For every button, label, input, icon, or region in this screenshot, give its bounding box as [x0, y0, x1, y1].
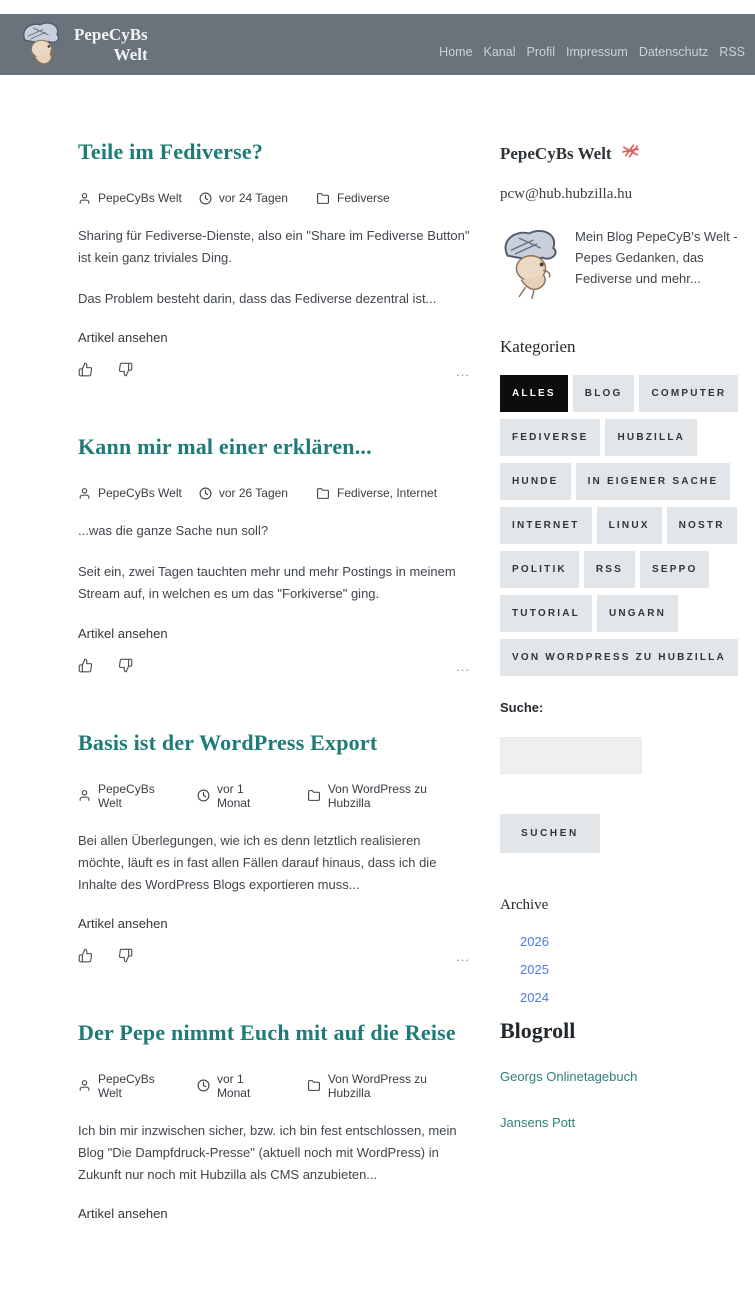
clock-icon	[199, 192, 212, 205]
post-title[interactable]: Teile im Fediverse?	[78, 139, 264, 164]
thumbs-down-button[interactable]	[118, 948, 133, 966]
read-article-link[interactable]: Artikel ansehen	[78, 625, 168, 641]
avatar[interactable]	[500, 226, 562, 299]
post-categories[interactable]: Von WordPress zu Hubzilla	[307, 1072, 470, 1100]
post-date: vor 1 Monat	[197, 1072, 279, 1100]
post-title[interactable]: Kann mir mal einer erklären...	[78, 434, 372, 460]
category-list	[500, 375, 747, 676]
post-date: vor 24 Tagen	[199, 191, 288, 205]
site-logo[interactable]	[18, 20, 65, 70]
post-actions	[78, 362, 470, 380]
user-icon	[78, 192, 91, 205]
post-excerpt: Ich bin mir inzwischen sicher, bzw. ich bin fest entschlossen, mein Blog "Die Dampfdruck-Presse" (aktuell noch mit WordPress) in Zukunft nur noch mit Hubzilla als CMS anzubieten...	[78, 1122, 457, 1183]
category-ungarn[interactable]: UNGARN	[597, 595, 678, 632]
blogroll-link-georgs[interactable]: Georgs Onlinetagebuch	[500, 1069, 638, 1084]
post-meta	[78, 782, 470, 810]
blogroll-heading: Blogroll	[500, 1018, 576, 1043]
post-actions	[78, 948, 470, 966]
clock-icon	[197, 1079, 210, 1092]
category-tutorial[interactable]: TUTORIAL	[500, 595, 592, 632]
category-linux[interactable]: LINUX	[597, 507, 662, 544]
post-excerpt: ...was die ganze Sache nun soll? Seit ein, zwei Tagen tauchten mehr und mehr Postings in meinem Stream auf, in welchen es um das "Forkiverse" ging.	[78, 523, 456, 602]
clock-icon	[199, 487, 212, 500]
post-date: vor 1 Monat	[197, 782, 279, 810]
category-nostr[interactable]: NOSTR	[667, 507, 737, 544]
post-list	[78, 139, 470, 1292]
post-meta	[78, 191, 470, 205]
content-layout	[0, 75, 755, 1292]
category-fediverse[interactable]: FEDIVERSE	[500, 419, 600, 456]
blogroll-link-jansens[interactable]: Jansens Pott	[500, 1115, 576, 1130]
channel-description: Mein Blog PepeCyB's Welt - Pepes Gedanken, das Fediverse und mehr...	[575, 229, 738, 287]
category-blog[interactable]: BLOG	[573, 375, 635, 412]
category-hubzilla[interactable]: HUBZILLA	[605, 419, 697, 456]
channel-title: PepeCyBs Welt	[500, 143, 747, 164]
category-von-wordpress-zu-hubzilla[interactable]: VON WORDPRESS ZU HUBZILLA	[500, 639, 738, 676]
nav-rss[interactable]: RSS	[719, 44, 745, 59]
post-author[interactable]: PepeCyBs Welt	[78, 191, 182, 205]
post-author[interactable]: PepeCyBs Welt	[78, 1072, 180, 1100]
nav-profil[interactable]: Profil	[526, 44, 555, 59]
thumbs-up-button[interactable]	[78, 658, 93, 676]
user-icon	[78, 789, 91, 802]
sidebar	[500, 139, 747, 1292]
category-seppo[interactable]: SEPPO	[640, 551, 709, 588]
nav-datenschutz[interactable]: Datenschutz	[638, 44, 709, 59]
archive-heading: Archive	[500, 897, 549, 913]
more-options-button[interactable]: ...	[456, 659, 470, 675]
category-alles[interactable]: ALLES	[500, 375, 568, 412]
folder-icon	[316, 487, 330, 500]
read-article-link[interactable]: Artikel ansehen	[78, 330, 168, 346]
post-actions	[78, 658, 470, 676]
user-icon	[78, 1079, 91, 1092]
post-basis-wordpress-export	[78, 730, 470, 966]
channel-address: pcw@hub.hubzilla.hu	[500, 186, 633, 202]
read-article-link[interactable]: Artikel ansehen	[78, 915, 168, 931]
site-title[interactable]	[74, 25, 148, 63]
category-rss[interactable]: RSS	[584, 551, 635, 588]
post-meta	[78, 486, 470, 500]
post-categories[interactable]: Fediverse	[316, 191, 390, 205]
nav-kanal[interactable]: Kanal	[483, 44, 516, 59]
mouse-sketch-logo	[18, 20, 65, 70]
clock-icon	[197, 789, 210, 802]
site-header	[0, 14, 755, 75]
folder-icon	[307, 789, 321, 802]
categories-heading: Kategorien	[500, 337, 576, 356]
site-title-line1: PepeCyBs	[74, 25, 148, 45]
thumbs-up-button[interactable]	[78, 948, 93, 966]
post-date: vor 26 Tagen	[199, 486, 288, 500]
category-computer[interactable]: COMPUTER	[639, 375, 738, 412]
more-options-button[interactable]: ...	[456, 363, 470, 379]
post-pepe-nimmt-euch-mit	[78, 1020, 470, 1238]
post-title[interactable]: Basis ist der WordPress Export	[78, 729, 378, 755]
search-button[interactable]: SUCHEN	[500, 814, 600, 853]
category-hunde[interactable]: HUNDE	[500, 463, 571, 500]
more-options-button[interactable]: ...	[456, 949, 470, 965]
post-excerpt: Bei allen Überlegungen, wie ich es denn letztlich realisieren möchte, läuft es in fast allen Fällen darauf hinaus, dass ich die Inhalte des WordPress Blogs exportieren muss...	[78, 832, 437, 892]
thumbs-down-button[interactable]	[118, 362, 133, 380]
post-categories[interactable]: Von WordPress zu Hubzilla	[307, 782, 470, 810]
read-article-link[interactable]: Artikel ansehen	[78, 1206, 168, 1222]
archive-year-2026[interactable]: 2026	[520, 934, 549, 949]
post-author[interactable]: PepeCyBs Welt	[78, 782, 180, 810]
post-categories[interactable]: Fediverse, Internet	[316, 486, 437, 500]
category-in-eigener-sache[interactable]: IN EIGENER SACHE	[576, 463, 731, 500]
folder-icon	[316, 192, 330, 205]
search-input[interactable]	[500, 737, 642, 774]
category-internet[interactable]: INTERNET	[500, 507, 592, 544]
category-politik[interactable]: POLITIK	[500, 551, 579, 588]
post-excerpt: Sharing für Fediverse-Dienste, also ein "Share im Fediverse Button" ist kein ganz triviales Ding. Das Problem besteht darin, dass das Fediverse dezentral ist...	[78, 228, 470, 307]
archive-year-2024[interactable]: 2024	[520, 990, 549, 1005]
search-label: Suche:	[500, 700, 544, 715]
site-title-line2: Welt	[113, 44, 148, 64]
main-nav	[439, 45, 745, 59]
post-teile-im-fediverse	[78, 139, 470, 380]
nav-home[interactable]: Home	[439, 44, 473, 59]
nav-impressum[interactable]: Impressum	[565, 44, 628, 59]
post-kann-mir-mal-einer	[78, 434, 470, 675]
post-title[interactable]: Der Pepe nimmt Euch mit auf die Reise	[78, 1019, 456, 1045]
post-author[interactable]: PepeCyBs Welt	[78, 486, 182, 500]
archive-year-2025[interactable]: 2025	[520, 962, 549, 977]
network-slash-icon	[621, 143, 640, 164]
thumbs-up-button[interactable]	[78, 362, 93, 380]
post-meta	[78, 1072, 470, 1100]
folder-icon	[307, 1079, 321, 1092]
user-icon	[78, 487, 91, 500]
profile-card	[500, 226, 747, 299]
thumbs-down-button[interactable]	[118, 658, 133, 676]
